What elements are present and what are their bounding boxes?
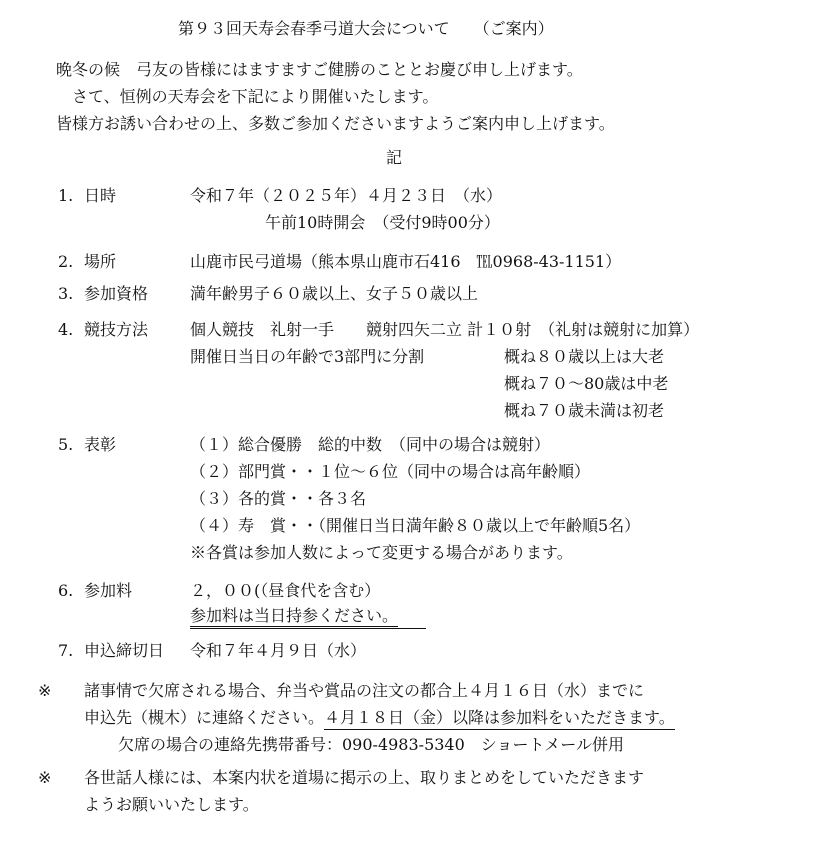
place-value: 山鹿市民弓道場（熊本県山鹿市石416 ℡0968-43-1151） <box>190 252 622 271</box>
note-1-line-2-text: 申込先（槻木）に連絡ください。 <box>84 708 325 727</box>
greeting-line-3: 皆様方お誘い合わせの上、多数ご参加くださいますようご案内申し上げます。 <box>56 114 615 133</box>
note-1-contact-line: 欠席の場合の連絡先携帯番号：090-4983-5340 ショートメール併用 <box>118 735 624 754</box>
place-label: 場所 <box>84 252 117 271</box>
note-1-line-1: 諸事情で欠席される場合、弁当や賞品の注文の都合上４月１６日（水）までに <box>84 681 645 700</box>
award-2: （２）部門賞・・１位～６位（同中の場合は高年齢順） <box>190 462 591 481</box>
method-label: 競技方法 <box>84 320 149 339</box>
datetime-value: 令和７年（２０２５年）４月２３日 （水） <box>190 186 503 205</box>
item-number-1: 1. <box>58 186 74 205</box>
deadline-value: 令和７年４月９日（水） <box>190 641 367 660</box>
eligibility-label: 参加資格 <box>84 284 149 303</box>
datetime-label: 日時 <box>84 186 117 205</box>
fee-underline <box>190 628 426 629</box>
award-3: （３）各的賞・・各３名 <box>190 489 367 508</box>
division-3: 概ね７０歳未満は初老 <box>504 401 665 420</box>
greeting-line-2: さて、恒例の天寿会を下記により開催いたします。 <box>72 87 439 106</box>
method-line-2: 開催日当日の年齢で3部門に分割 <box>190 347 425 366</box>
item-number-4: 4. <box>58 320 74 339</box>
note-1-line-2 <box>84 710 675 726</box>
award-1: （１）総合優勝 総的中数 （同中の場合は競射） <box>190 435 551 454</box>
division-2: 概ね７０～80歳は中老 <box>504 374 669 393</box>
greeting-line-1: 晩冬の候 弓友の皆様にはますますご健勝のこととお慶び申し上げます。 <box>56 60 583 79</box>
note-1-mark: ※ <box>38 681 52 700</box>
division-1: 概ね８０歳以上は大老 <box>504 347 665 366</box>
award-4: （４）寿 賞・・（開催日当日満年齢８０歳以上で年齢順5名） <box>190 516 641 535</box>
note-2-mark: ※ <box>38 768 52 787</box>
fee-note: 参加料は当日持参ください。 <box>190 606 399 625</box>
item-number-7: 7. <box>58 641 74 660</box>
note-2-line-1: 各世話人様には、本案内状を道場に掲示の上、取りまとめをしていただきます <box>84 768 645 787</box>
method-line-1: 個人競技 礼射一手 競射四矢二立 計１０射 （礼射は競射に加算） <box>190 320 700 339</box>
awards-note: ※各賞は参加人数によって変更する場合があります。 <box>190 543 573 562</box>
fee-value: ２，００(（昼食代を含む） <box>190 581 381 600</box>
note-1-cancellation-fee-warning: ４月１８日（金）以降は参加料をいただきます。 <box>324 708 675 730</box>
fee-label: 参加料 <box>84 581 133 600</box>
item-number-6: 6. <box>58 581 74 600</box>
ki-heading: 記 <box>386 148 403 167</box>
deadline-label: 申込締切日 <box>84 641 165 660</box>
item-number-2: 2. <box>58 252 74 271</box>
page-title: 第９３回天寿会春季弓道大会について （ご案内） <box>178 19 554 38</box>
item-number-5: 5. <box>58 435 74 454</box>
opening-time: 午前10時開会 （受付9時00分） <box>265 213 500 232</box>
note-2-line-2: ようお願いいたします。 <box>84 795 259 814</box>
item-number-3: 3. <box>58 284 74 303</box>
eligibility-value: 満年齢男子６０歳以上、女子５０歳以上 <box>190 284 479 303</box>
awards-label: 表彰 <box>84 435 117 454</box>
